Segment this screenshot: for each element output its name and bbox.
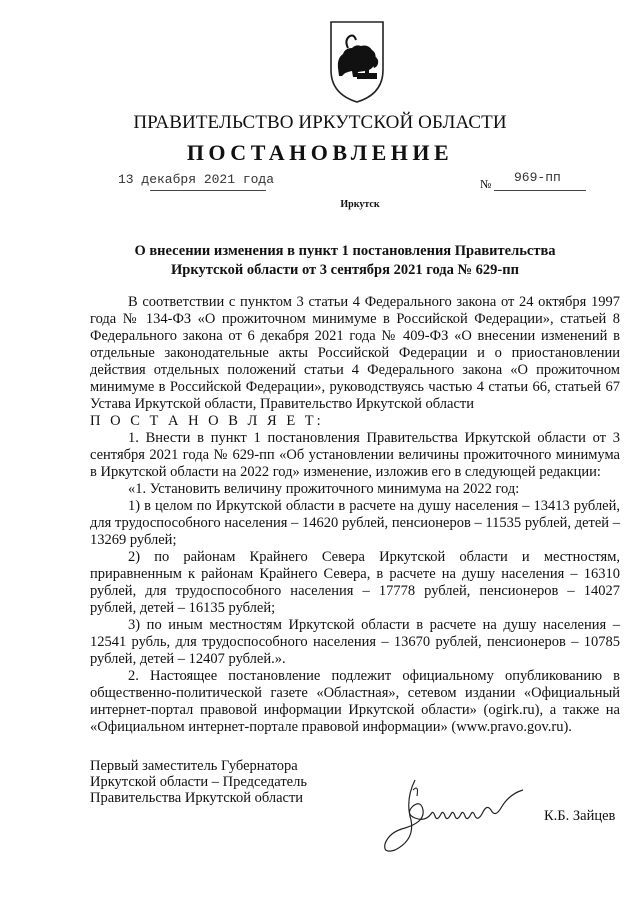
- document-body: [90, 294, 620, 736]
- subitem-1-paragraph: 1) в целом по Иркутской области в расчете на душу населения – 13413 рублей, для трудоспособного населения – 14620 рублей, пенсионеров – 11535 рублей, детей – 13269 рублей;: [90, 498, 620, 548]
- subitem-2-paragraph: 2) по районам Крайнего Севера Иркутской области и местностям, приравненным к районам Крайнего Севера, в расчете на душу населения – 16310 рублей, для трудоспособного населения – 17778 рублей, пенсионеров – 14027 рублей, детей – 16135 рублей;: [90, 549, 620, 616]
- preamble-paragraph: В соответствии с пунктом 3 статьи 4 Федерального закона от 24 октября 1997 года № 134-ФЗ «О прожиточном минимуме в Российской Федерации», статьей 8 Федерального закона от 6 декабря 2021 года № 409-ФЗ «О внесении изменений в отдельные законодательные акты Российской Федерации и о приостановлении действия отдельных положений статьи 4 Федерального закона «О прожиточном минимуме в Российской Федерации», руководствуясь частью 4 статьи 66, статьей 67 Устава Иркутской области, Правительство Иркутской области: [90, 294, 620, 412]
- position-line-3: Правительства Иркутской области: [90, 790, 304, 806]
- document-number: 969-пп: [514, 170, 561, 185]
- coat-of-arms-icon: [328, 20, 386, 104]
- signatory-position: [90, 758, 330, 806]
- date-underline: [150, 190, 266, 191]
- document-date: 13 декабря 2021 года: [118, 172, 275, 187]
- organization-name: ПРАВИТЕЛЬСТВО ИРКУТСКОЙ ОБЛАСТИ: [133, 112, 507, 133]
- position-line-1: Первый заместитель Губернатора: [90, 758, 298, 774]
- item-1-paragraph: 1. Внести в пункт 1 постановления Правительства Иркутской области от 3 сентября 2021 года № 629-пп «Об установлении величины прожиточного минимума в Иркутской области на 2022 год» изменение, изложив его в следующей редакции:: [90, 430, 620, 480]
- item-2-paragraph: 2. Настоящее постановление подлежит официальному опубликованию в общественно-политической газете «Областная», сетевом издании «Официальный интернет-портал правовой информации Иркутской области» (ogirk.ru), а также на «Официальном интернет-портале правовой информации» (www.pravo.gov.ru).: [90, 668, 620, 735]
- number-underline: [494, 190, 586, 191]
- handwritten-signature-icon: [375, 770, 545, 860]
- quote-intro-paragraph: «1. Установить величину прожиточного минимума на 2022 год:: [128, 481, 520, 497]
- signatory-name: К.Б. Зайцев: [544, 808, 616, 824]
- number-sign: №: [480, 177, 492, 191]
- document-title: [100, 242, 590, 280]
- resolves-heading: П О С Т А Н О В Л Я Е Т:: [90, 413, 324, 429]
- title-line-2: Иркутской области от 3 сентября 2021 года № 629-пп: [171, 262, 519, 278]
- position-line-2: Иркутской области – Председатель: [90, 774, 307, 790]
- document-type: ПОСТАНОВЛЕНИЕ: [186, 140, 454, 165]
- title-line-1: О внесении изменения в пункт 1 постановления Правительства: [134, 243, 556, 259]
- subitem-3-paragraph: 3) по иным местностям Иркутской области в расчете на душу населения – 12541 рубль, для трудоспособного населения – 13670 рублей, пенсионеров – 10785 рублей, детей – 12407 рублей.».: [90, 617, 620, 667]
- city-name: Иркутск: [340, 199, 380, 210]
